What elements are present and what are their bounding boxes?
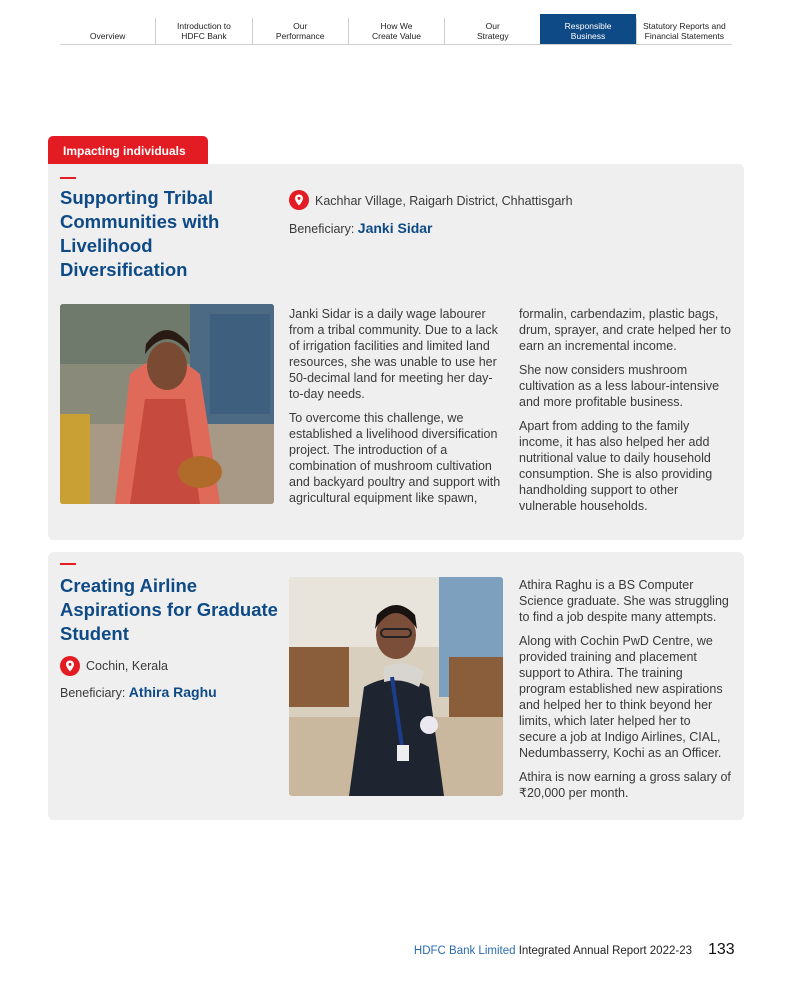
- nav-tab-strategy[interactable]: Our Strategy: [444, 18, 540, 44]
- nav-tab-overview[interactable]: Overview: [89, 31, 126, 41]
- beneficiary-label: Beneficiary:: [60, 686, 126, 700]
- janki-sidar-photo: [60, 304, 274, 504]
- location-pin-icon: [60, 656, 80, 676]
- nav-tab-responsible-business[interactable]: Responsible Business: [540, 14, 635, 44]
- nav-tab-statutory-reports[interactable]: Statutory Reports and Financial Statements: [636, 18, 732, 44]
- footer: [414, 945, 692, 957]
- location-pin-icon: [289, 190, 309, 210]
- title-accent-dash: [60, 563, 76, 565]
- page-number: 133: [708, 941, 735, 958]
- section-tag: Impacting individuals: [48, 136, 208, 164]
- footer-brand: HDFC Bank Limited: [413, 945, 516, 957]
- story2-location: Cochin, Kerala: [86, 659, 168, 673]
- top-navigation: [60, 18, 732, 45]
- story2-beneficiary: [60, 684, 217, 700]
- paragraph: Along with Cochin PwD Centre, we provided training and placement support to Athira. The training program established new aspirations and helped her to think beyond her limits, which later helped her to secure a job at Indigo Airlines, CIAL, Nedumbasserry, Kochi as an Officer.: [519, 634, 723, 760]
- story1-column-1: [289, 306, 501, 514]
- beneficiary-name: Athira Raghu: [128, 684, 217, 700]
- paragraph: Apart from adding to the family income, it has also helped her add nutritional value to daily household consumption. She is also providing handholding support to other vulnerable households.: [519, 419, 713, 513]
- story1-column-2: [519, 306, 731, 522]
- story1-beneficiary: [289, 220, 433, 236]
- footer-report-title: Integrated Annual Report 2022-23: [518, 945, 692, 957]
- story2-column: [519, 577, 731, 809]
- beneficiary-name: Janki Sidar: [357, 220, 433, 236]
- beneficiary-label: Beneficiary:: [289, 222, 355, 236]
- paragraph: She now considers mushroom cultivation as a less labour-intensive and more profitable business.: [519, 363, 720, 409]
- athira-raghu-photo: [289, 577, 503, 796]
- paragraph: Athira is now earning a gross salary of ₹20,000 per month.: [519, 770, 731, 800]
- paragraph: Athira Raghu is a BS Computer Science graduate. She was struggling to find a job despite many attempts.: [519, 578, 729, 624]
- nav-tab-create-value[interactable]: How We Create Value: [348, 18, 444, 44]
- paragraph: Janki Sidar is a daily wage labourer from a tribal community. Due to a lack of irrigation facilities and limited land resources, she was unable to use her 50-decimal land for meeting her day-to-day needs.: [289, 307, 498, 401]
- story2-title: Creating Airline Aspirations for Graduate Student: [60, 575, 278, 644]
- story1-title: Supporting Tribal Communities with Livelihood Diversification: [60, 187, 220, 280]
- paragraph: formalin, carbendazim, plastic bags, drum, sprayer, and crate helped her to earn an incremental income.: [519, 307, 731, 353]
- nav-tab-introduction[interactable]: Introduction to HDFC Bank: [155, 18, 251, 44]
- paragraph: To overcome this challenge, we established a livelihood diversification project. The introduction of a combination of mushroom cultivation and backyard poultry and support with agricultural equipment like spawn,: [289, 411, 501, 505]
- nav-tab-performance[interactable]: Our Performance: [252, 18, 348, 44]
- title-accent-dash: [60, 177, 76, 179]
- story1-location: Kachhar Village, Raigarh District, Chhattisgarh: [315, 194, 573, 208]
